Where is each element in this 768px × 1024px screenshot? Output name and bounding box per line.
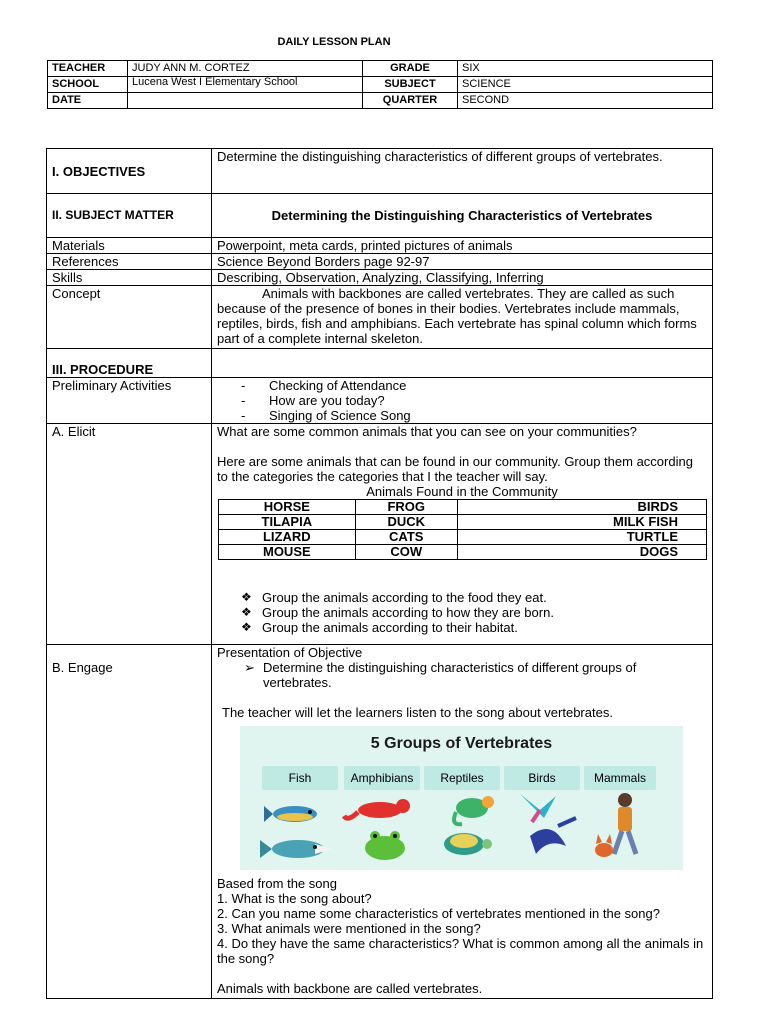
turtle-icon xyxy=(444,833,492,855)
fish-icon xyxy=(260,840,332,858)
frog-icon xyxy=(365,831,405,860)
teacher-value: JUDY ANN M. CORTEZ xyxy=(128,61,363,77)
subject-value: SCIENCE xyxy=(458,77,713,93)
song-question: 3. What animals were mentioned in the song? xyxy=(217,921,481,936)
table-cell: HORSE xyxy=(219,500,356,515)
list-item: ❖ Group the animals according to how they are born. xyxy=(241,605,554,620)
diamond-bullet-icon: ❖ xyxy=(241,605,252,619)
engage-conclusion: Animals with backbone are called vertebrates. xyxy=(217,981,483,996)
song-question: 1. What is the song about? xyxy=(217,891,372,906)
based-from-heading: Based from the song xyxy=(217,876,337,891)
elicit-label: A. Elicit xyxy=(47,424,212,645)
table-cell: TILAPIA xyxy=(219,515,356,530)
group-tab: Birds xyxy=(504,766,580,790)
list-item: - How are you today? xyxy=(217,393,707,408)
graphic-title: 5 Groups of Vertebrates xyxy=(370,735,553,752)
lesson-plan-table xyxy=(46,148,713,999)
list-item: - Checking of Attendance xyxy=(217,378,707,393)
concept-label: Concept xyxy=(47,286,212,349)
objective-item xyxy=(217,660,707,690)
table-cell: MOUSE xyxy=(219,545,356,560)
table-cell: BIRDS xyxy=(457,500,706,515)
list-item: ❖ Group the animals according to their habitat. xyxy=(241,620,518,635)
table-cell: TURTLE xyxy=(457,530,706,545)
chameleon-icon xyxy=(454,796,494,824)
table-row xyxy=(219,515,707,530)
lesson-header-table xyxy=(47,60,713,109)
group-tab: Mammals xyxy=(584,766,656,790)
diamond-bullet-icon: ❖ xyxy=(241,590,252,604)
elicit-instruction: Here are some animals that can be found in our community. Group them according to the categories the categories that I the teacher will say. xyxy=(217,454,693,484)
subject-matter-title: Determining the Distinguishing Characteristics of Vertebrates xyxy=(212,194,713,238)
school-value: Lucena West I Elementary School xyxy=(128,77,363,93)
subject-matter-label: II. SUBJECT MATTER xyxy=(47,194,212,238)
objective-text: Determine the distinguishing characteristics of different groups of vertebrates. xyxy=(263,660,637,690)
teacher-label: TEACHER xyxy=(48,61,128,77)
song-question: 4. Do they have the same characteristics? What is common among all the animals in the song? xyxy=(217,936,704,966)
group-tab: Reptiles xyxy=(424,766,500,790)
table-cell: FROG xyxy=(355,500,457,515)
grade-value: SIX xyxy=(458,61,713,77)
references-label: References xyxy=(47,254,212,270)
concept-text: Animals with backbones are called vertebrates. They are called as such because of the presence of bones in their bodies. Vertebrates include mammals, reptiles, birds, fish and amphibians. Each vertebrate has spinal column which forms part of a complete internal skeleton. xyxy=(212,286,713,349)
arrow-bullet-icon: ➢ xyxy=(244,660,255,675)
table-cell: LIZARD xyxy=(219,530,356,545)
materials-label: Materials xyxy=(47,238,212,254)
animal-illustrations xyxy=(240,726,683,870)
animals-table xyxy=(218,499,707,560)
list-item: - Singing of Science Song xyxy=(217,408,707,423)
song-question: 2. Can you name some characteristics of vertebrates mentioned in the song? xyxy=(217,906,660,921)
table-cell: CATS xyxy=(355,530,457,545)
table-row xyxy=(219,530,707,545)
vertebrates-graphic xyxy=(240,726,683,870)
date-value xyxy=(128,93,363,109)
materials-value: Powerpoint, meta cards, printed pictures of animals xyxy=(212,238,713,254)
list-item: ❖ Group the animals according to the food they eat. xyxy=(241,590,547,605)
hummingbird-icon xyxy=(520,794,556,822)
procedure-empty-cell xyxy=(212,349,713,378)
presentation-heading: Presentation of Objective xyxy=(217,645,363,660)
table-cell: MILK FISH xyxy=(457,515,706,530)
group-tab: Fish xyxy=(262,766,338,790)
song-intro: The teacher will let the learners listen to the song about vertebrates. xyxy=(222,705,613,720)
quarter-value: SECOND xyxy=(458,93,713,109)
date-label: DATE xyxy=(48,93,128,109)
references-value: Science Beyond Borders page 92-97 xyxy=(212,254,713,270)
elicit-question: What are some common animals that you can see on your communities? xyxy=(217,424,637,439)
person-icon xyxy=(614,793,636,854)
table-row xyxy=(219,545,707,560)
grouping-bullets xyxy=(217,590,707,635)
skills-label: Skills xyxy=(47,270,212,286)
bird-icon xyxy=(530,818,576,854)
table-cell: DOGS xyxy=(457,545,706,560)
diamond-bullet-icon: ❖ xyxy=(241,620,252,634)
procedure-label: III. PROCEDURE xyxy=(47,349,212,378)
objectives-label: I. OBJECTIVES xyxy=(47,149,212,194)
table-row xyxy=(219,500,707,515)
skills-value: Describing, Observation, Analyzing, Classifying, Inferring xyxy=(212,270,713,286)
page-title: DAILY LESSON PLAN xyxy=(277,36,391,48)
grade-label: GRADE xyxy=(363,61,458,77)
fox-icon xyxy=(595,834,613,857)
table-cell: DUCK xyxy=(355,515,457,530)
subject-label: SUBJECT xyxy=(363,77,458,93)
animals-table-caption: Animals Found in the Community xyxy=(366,484,558,499)
preliminary-label: Preliminary Activities xyxy=(47,378,212,424)
table-cell: COW xyxy=(355,545,457,560)
school-label: SCHOOL xyxy=(48,77,128,93)
group-tab: Amphibians xyxy=(344,766,420,790)
objectives-text: Determine the distinguishing characteristics of different groups of vertebrates. xyxy=(212,149,713,194)
salamander-icon xyxy=(344,799,410,818)
engage-label: B. Engage xyxy=(47,645,212,999)
preliminary-list xyxy=(217,378,707,423)
fish-icon xyxy=(264,806,317,822)
quarter-label: QUARTER xyxy=(363,93,458,109)
